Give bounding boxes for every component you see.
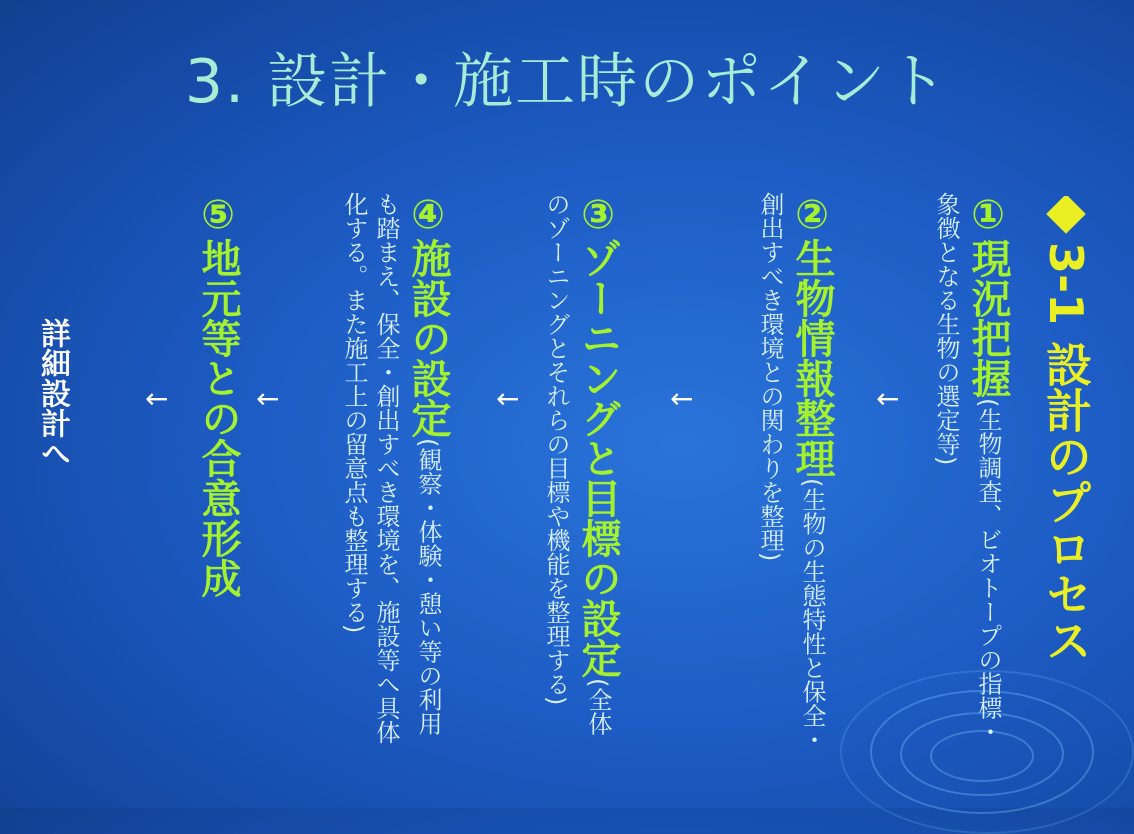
process-step-4: [304, 192, 454, 752]
slide-title: 3. 設計・施工時のポイント: [184, 47, 950, 117]
diamond-bullet-icon: [1046, 196, 1086, 234]
step-number: ①: [965, 192, 1011, 238]
section-heading: [1036, 196, 1096, 741]
left-arrow-icon: ←: [876, 382, 900, 415]
process-step-2: [720, 192, 838, 752]
left-arrow-icon: ←: [496, 382, 520, 415]
step-note: (観察・体験・憩い等の利用も踏まえ、保全・創出すべき環境を、施設等へ具体化する。また施工上の留意点も整理する): [340, 192, 442, 744]
step-number: ⑤: [195, 192, 241, 238]
final-step-label: 詳細設計へ: [35, 318, 70, 468]
process-step-5: [184, 192, 244, 752]
step-number: ④: [405, 192, 451, 238]
left-arrow-icon: ←: [145, 382, 169, 415]
section-heading-text: 3-1 設計のプロセス: [1039, 242, 1093, 664]
step-title: ゾーニングと目標の設定: [575, 238, 621, 678]
process-step-1: [916, 192, 1014, 752]
left-arrow-icon: ←: [670, 382, 694, 415]
process-step-3: [514, 192, 624, 752]
step-note: (全体のゾーニングとそれらの目標や機能を整理する): [542, 192, 612, 736]
step-title: 地元等との合意形成: [195, 238, 241, 598]
step-note: (生物の生態特性と保全・創出すべき環境との関わりを整理): [756, 192, 826, 752]
step-number: ②: [789, 192, 835, 238]
step-number: ③: [575, 192, 621, 238]
left-arrow-icon: ←: [256, 382, 280, 415]
step-title: 施設の設定: [405, 238, 451, 438]
step-title: 生物情報整理: [789, 238, 835, 478]
step-title: 現況把握: [965, 238, 1011, 398]
step-note: (生物調査、ビオトープの指標・象徴となる生物の選定等): [932, 192, 1002, 744]
